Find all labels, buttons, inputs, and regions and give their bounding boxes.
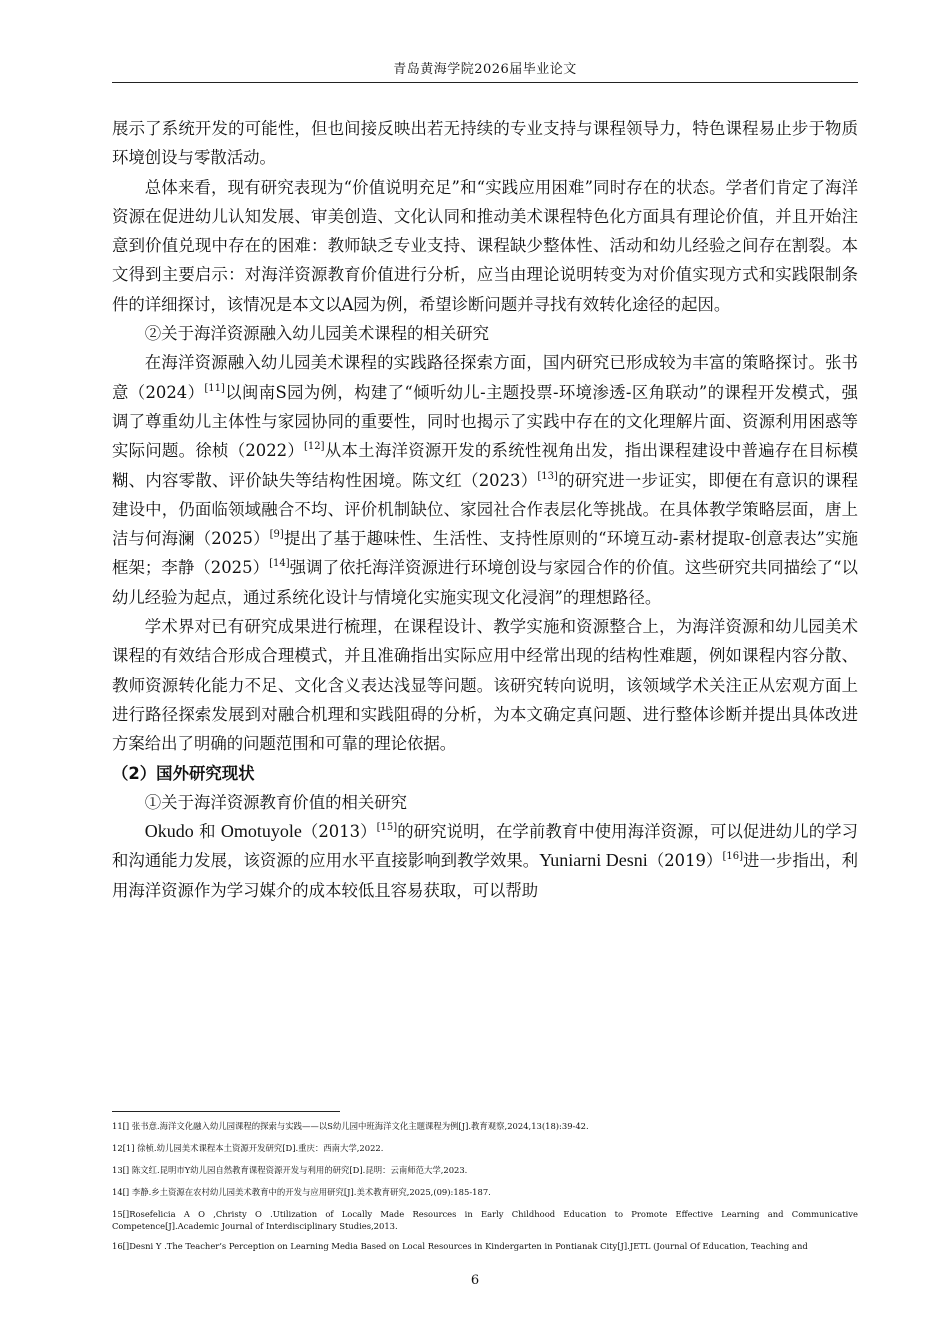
page-number: 6 [470, 1273, 480, 1288]
section-heading: （2）国外研究现状 [112, 763, 255, 783]
footnote-14: 14[] 李静.乡土资源在农村幼儿园美术教育中的开发与应用研究[J].美术教育研究,2025,(09):185-187. [112, 1187, 491, 1197]
citation-ref[interactable]: [15] [376, 822, 398, 834]
subsection-heading: ②关于海洋资源融入幼儿园美术课程的相关研究 [144, 324, 489, 344]
citation-ref[interactable]: [11] [204, 382, 225, 394]
paragraph-continued: 展示了系统开发的可能性，但也间接反映出若无持续的专业支持与课程领导力，特色课程易止步于物质环境创设与零散活动。 [112, 119, 858, 168]
citation-ref[interactable]: [16] [722, 851, 743, 863]
paragraph-summary: 总体来看，现有研究表现为“价值说明充足”和“实践应用困难”同时存在的状态。学者们肯定了海洋资源在促进幼儿认知发展、审美创造、文化认同和推动美术课程特色化方面具有理论价值，并且开始注意到价值兑现中存在的困难：教师缺乏专业支持、课程缺少整体性、活动和幼儿经验之间存在割裂。本文得到主要启示：对海洋资源教育价值进行分析，应当由理论说明转变为对价值实现方式和实践限制条件的详细探讨，该情况是本文以A园为例，希望诊断问题并寻找有效转化途径的起因。 [112, 177, 858, 314]
body-text [112, 114, 858, 905]
paragraph-foreign: Okudo 和 Omotuyole（2013）[15]的研究说明，在学前教育中使用海洋资源，可以促进幼儿的学习和沟通能力发展，该资源的应用水平直接影响到教学效果。Yuniarni Desni（2019）[16]进一步指出，利用海洋资源作为学习媒介的成本较低且容易获取，可以帮助 [112, 821, 859, 900]
footnote-13: 13[] 陈文红.昆明市Y幼儿园自然教育课程资源开发与利用的研究[D].昆明：云南师范大学,2023. [112, 1165, 468, 1175]
paragraph-synthesis: 学术界对已有研究成果进行梳理，在课程设计、教学实施和资源整合上，为海洋资源和幼儿园美术课程的有效结合形成合理模式，并且准确指出实际应用中经常出现的结构性难题，例如课程内容分散、教师资源转化能力不足、文化含义表达浅显等问题。该研究转向说明，该领域学术关注正从宏观方面上进行路径探索发展到对融合机理和实践阻碍的分析，为本文确定真问题、进行整体诊断并提出具体改进方案给出了明确的问题范围和可靠的理论依据。 [112, 617, 858, 754]
footnotes [112, 1120, 858, 1260]
footnote-15: 15[]Rosefelicia A O ,Christy O .Utilization of Locally Made Resources in Early Childhood Education to Promote Effective Learning and Communicative Competence[J].Academic Journal of Interdisciplinary Studies,2013. [112, 1209, 858, 1231]
footnote-separator [112, 1111, 340, 1112]
citation-ref[interactable]: [14] [269, 558, 290, 570]
citation-ref[interactable]: [13] [537, 470, 558, 482]
citation-ref[interactable]: [12] [304, 441, 325, 453]
footnote-12: 12[1] 徐桢.幼儿园美术课程本土资源开发研究[D].重庆：西南大学,2022. [112, 1143, 384, 1153]
subsection-heading: ①关于海洋资源教育价值的相关研究 [144, 792, 408, 812]
running-header: 青岛黄海学院2026届毕业论文 [112, 58, 858, 83]
paragraph-domestic-paths: 在海洋资源融入幼儿园美术课程的实践路径探索方面，国内研究已形成较为丰富的策略探讨。张书意（2024）[11]以闽南S园为例，构建了“倾听幼儿-主题投票-环境渗透-区角联动”的课程开发模式，强调了尊重幼儿主体性与家园协同的重要性，同时也揭示了实践中存在的文化理解片面、资源利用困惑等实际问题。徐桢（2022）[12]从本土海洋资源开发的系统性视角出发，指出课程建设中普遍存在目标模糊、内容零散、评价缺失等结构性困境。陈文红（2023）[13]的研究进一步证实，即便在有意识的课程建设中，仍面临领域融合不均、评价机制缺位、家园社合作表层化等挑战。在具体教学策略层面，唐上洁与何海澜（2025）[9]提出了基于趣味性、生活性、支持性原则的“环境互动-素材提取-创意表达”实施框架；李静（2025）[14]强调了依托海洋资源进行环境创设与家园合作的价值。这些研究共同描绘了“以幼儿经验为起点，通过系统化设计与情境化实施实现文化浸润”的理想路径。 [112, 353, 859, 607]
footnote-16: 16[]Desni Y .The Teacher’s Perception on Learning Media Based on Local Resources in Kindergarten in Pontianak City[J].JETL (Journal Of Education, Teaching and [112, 1241, 808, 1251]
citation-ref[interactable]: [9] [269, 529, 284, 541]
footnote-11: 11[] 张书意.海洋文化融入幼儿园课程的探索与实践——以S幼儿园中班海洋文化主题课程为例[J].教育观察,2024,13(18):39-42. [112, 1121, 589, 1131]
